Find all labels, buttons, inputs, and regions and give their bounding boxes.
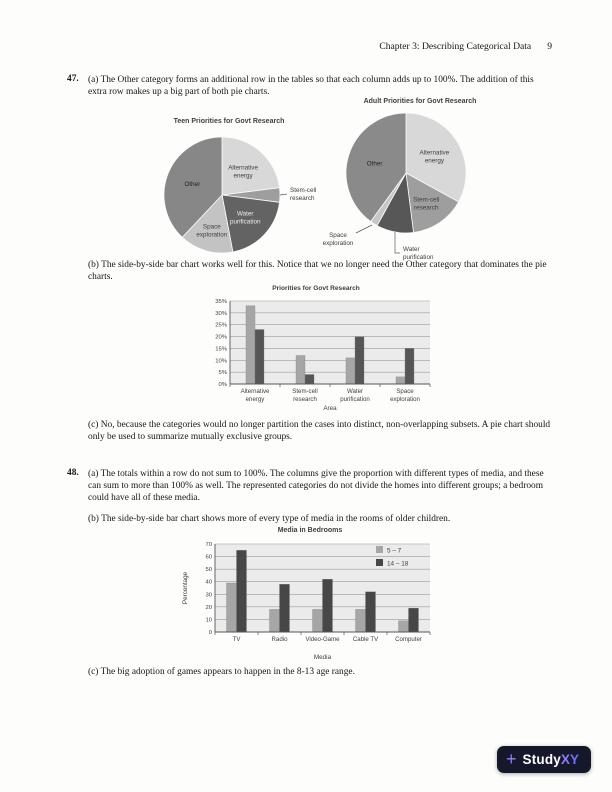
ytick-label: 20% [215,334,227,341]
label-leader-line [395,232,400,253]
bar [280,584,290,632]
x-axis-label: Media [313,654,332,661]
pie-slice-label: Other [366,160,383,168]
category-label: Video-Game [305,636,340,643]
ytick-label: 20 [205,604,212,611]
pie-slice-label: Alternative energy [419,149,450,165]
bar [356,609,366,632]
ytick-label: 35% [215,299,227,305]
media-bar-title: Media in Bedrooms [277,527,343,534]
q47-part-a: (a) The Other category forms an additional row in the tables so that each column adds up to 100%. The addition of this extra row makes up a big part of both pie charts. [88,75,534,98]
bar [296,356,305,385]
page-number: 9 [547,41,552,52]
priorities-bar-block [196,285,436,418]
pie-slice-label: Water purification [230,210,261,226]
ytick-label: 10% [215,358,227,365]
q48-number: 48. [67,468,79,478]
pie-outside-label: Stem-cell research [290,187,317,202]
legend-swatch [376,559,383,566]
chapter-title: Chapter 3: Describing Categorical Data [379,41,532,52]
ytick-label: 15% [215,346,227,353]
bar [346,358,355,384]
bar [405,348,414,384]
teen-pie-block [126,118,332,264]
ytick-label: 50 [205,567,212,574]
ytick-label: 5% [218,370,227,377]
bar [237,550,247,632]
bar [255,330,264,385]
category-label: Radio [271,636,288,643]
pie-slice-label: Alternative energy [228,164,258,180]
bar [305,375,314,385]
logo-text-study: Study [522,752,562,767]
label-leader-line [280,194,287,195]
legend-swatch [376,546,383,553]
category-label: Alternative energy [240,388,270,403]
bar [270,609,280,632]
x-axis-label: Area [323,405,337,412]
ytick-label: 40 [205,579,212,586]
plus-icon: + [506,748,517,769]
q47-part-b: (b) The side-by-side bar chart works well for this. Notice that we no longer need the Other category that dominates the pie charts. [88,260,547,283]
bar [396,377,405,384]
ytick-label: 30 [205,592,212,599]
bar [409,608,419,632]
legend-label: 14 – 18 [387,560,409,568]
q47-number: 47. [67,74,79,84]
pie-slice-label: Other [184,180,201,188]
q48-part-c: (c) The big adoption of games appears to happen in the 8-13 age range. [88,667,355,677]
pie-slice-label: Space exploration [196,223,228,239]
ytick-label: 30% [215,310,227,317]
logo-text-xy: XY [561,752,580,767]
q48-part-a: (a) The totals within a row do not sum to 100%. The columns give the proportion with different types of media, and these can sum to more than 100% as well. The represented categories do not divide the homes into different groups; a bedroom could have all of these media. [88,469,544,504]
label-leader-line [356,225,372,233]
ytick-label: 0% [218,382,227,388]
ytick-label: 60 [205,554,212,561]
bar [246,306,255,384]
category-label: Space exploration [390,388,420,403]
teen-pie-chart [126,129,332,259]
priorities-bar-chart [196,296,436,413]
category-label: Computer [395,636,422,643]
category-label: Cable TV [352,636,379,643]
ytick-label: 25% [215,322,227,329]
adult-pie-chart [304,109,536,261]
priorities-bar-title: Priorities for Govt Research [272,285,360,292]
q47-part-c: (c) No, because the categories would no longer partition the cases into distinct, non-overlapping subsets. A pie chart should only be used to summarize mutually exclusive groups. [88,420,551,443]
q48-part-b: (b) The side-by-side bar chart shows more of every type of media in the rooms of older children. [88,514,451,524]
teen-pie-title: Teen Priorities for Govt Research [173,118,285,125]
bar [366,592,376,632]
adult-pie-block [304,98,536,266]
adult-pie-title: Adult Priorities for Govt Research [363,98,477,105]
category-label: Stem-cell research [292,388,318,403]
media-bar-chart [178,538,442,662]
ytick-label: 70 [205,542,212,548]
media-bar-block [178,527,442,667]
category-label: TV [232,636,241,643]
bar [355,337,364,384]
pie-outside-label: Water purification [403,246,434,261]
pie-slice-label: Stem-cell research [413,196,440,212]
pie-outside-label: Space exploration [322,232,354,247]
legend-label: 5 – 7 [387,547,402,555]
category-label: Water purification [340,388,370,403]
bar [227,583,237,632]
ytick-label: 10 [205,617,212,624]
bar [399,621,409,632]
page-header [379,41,552,52]
y-axis-label: Percentage [182,571,189,605]
ytick-label: 0 [208,630,212,636]
bar [323,579,333,632]
bar [313,609,323,632]
studyxy-logo[interactable] [497,746,591,773]
